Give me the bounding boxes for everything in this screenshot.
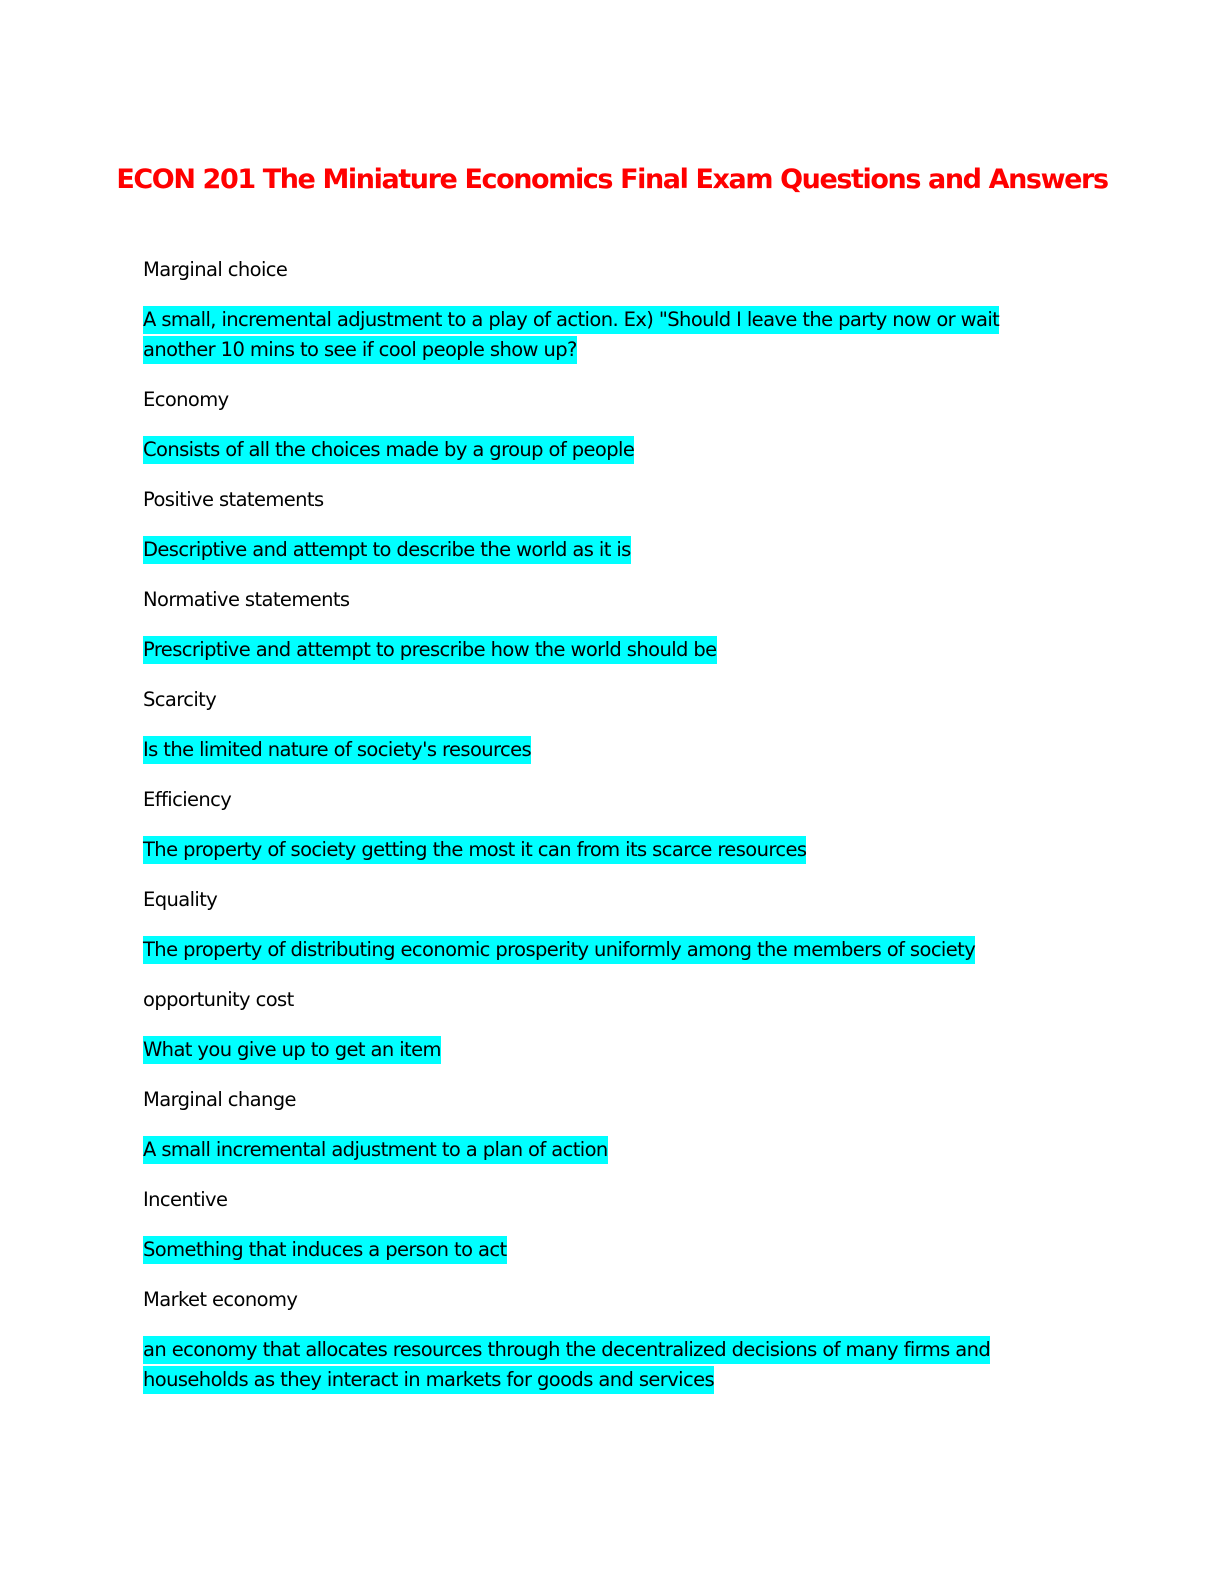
qa-item (143, 885, 1063, 965)
qa-item (143, 1085, 1063, 1165)
term: Market economy (143, 1288, 298, 1311)
highlighted-answer: Descriptive and attempt to describe the world as it is (143, 536, 631, 564)
qa-item (143, 385, 1063, 465)
highlighted-answer: The property of distributing economic prosperity uniformly among the members of society (143, 936, 975, 964)
term: Marginal change (143, 1088, 296, 1111)
term: Positive statements (143, 488, 324, 511)
qa-item (143, 685, 1063, 765)
qa-item (143, 1285, 1063, 1395)
answer (143, 1335, 1063, 1395)
term: Scarcity (143, 688, 217, 711)
term: Marginal choice (143, 258, 288, 281)
answer (143, 1235, 1063, 1265)
highlighted-answer: Is the limited nature of society's resources (143, 736, 531, 764)
term: Normative statements (143, 588, 350, 611)
answer (143, 435, 1063, 465)
answer (143, 305, 1063, 365)
highlighted-answer: Something that induces a person to act (143, 1236, 507, 1264)
answer (143, 1035, 1063, 1065)
qa-item (143, 985, 1063, 1065)
highlighted-answer: Prescriptive and attempt to prescribe how the world should be (143, 636, 717, 664)
term: opportunity cost (143, 988, 294, 1011)
answer (143, 635, 1063, 665)
term: Incentive (143, 1188, 228, 1211)
answer (143, 735, 1063, 765)
term: Efficiency (143, 788, 232, 811)
qa-item (143, 255, 1063, 365)
highlighted-answer: A small, incremental adjustment to a play of action. Ex) "Should I leave the party now or wait another 10 mins to see if cool people show up? (143, 306, 999, 364)
answer (143, 935, 1063, 965)
answer (143, 1135, 1063, 1165)
answer (143, 535, 1063, 565)
qa-list (143, 255, 1063, 1415)
highlighted-answer: The property of society getting the most it can from its scarce resources (143, 836, 806, 864)
qa-item (143, 485, 1063, 565)
highlighted-answer: What you give up to get an item (143, 1036, 441, 1064)
term: Economy (143, 388, 229, 411)
qa-item (143, 585, 1063, 665)
highlighted-answer: an economy that allocates resources through the decentralized decisions of many firms and households as they interact in markets for goods and services (143, 1336, 990, 1394)
answer (143, 835, 1063, 865)
qa-item (143, 785, 1063, 865)
highlighted-answer: A small incremental adjustment to a plan of action (143, 1136, 608, 1164)
highlighted-answer: Consists of all the choices made by a group of people (143, 436, 634, 464)
document-title: ECON 201 The Miniature Economics Final Exam Questions and Answers (116, 164, 1108, 196)
qa-item (143, 1185, 1063, 1265)
term: Equality (143, 888, 218, 911)
